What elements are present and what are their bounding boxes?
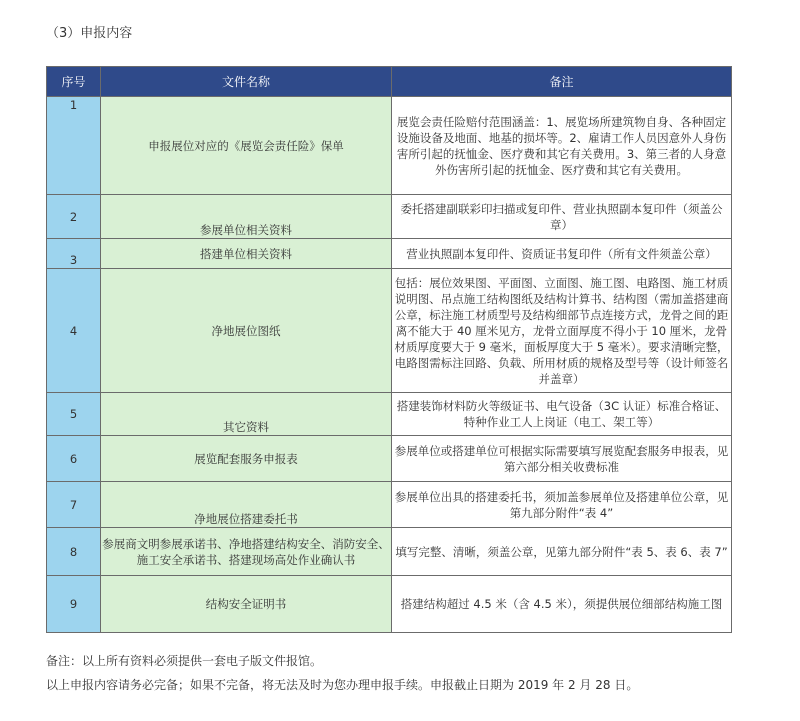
row-name: 搭建单位相关资料	[101, 239, 392, 269]
row-name: 其它资料	[101, 393, 392, 436]
row-no: 6	[47, 436, 101, 482]
table-header-row	[47, 67, 732, 97]
header-note: 备注	[392, 67, 732, 97]
row-no: 2	[47, 195, 101, 239]
row-no: 4	[47, 269, 101, 393]
row-no: 8	[47, 528, 101, 576]
application-content-table	[46, 66, 732, 633]
footer-note-2: 以上申报内容请务必完备；如果不完备，将无法及时为您办理申报手续。申报截止日期为 2019 年 2 月 28 日。	[46, 678, 639, 692]
table-row	[47, 576, 732, 633]
row-note: 参展单位或搭建单位可根据实际需要填写展览配套服务申报表，见第六部分相关收费标准	[392, 436, 732, 482]
row-note: 搭建结构超过 4.5 米（含 4.5 米），须提供展位细部结构施工图	[392, 576, 732, 633]
footer-note-1: 备注：以上所有资料必须提供一套电子版文件报馆。	[46, 654, 323, 668]
row-note: 填写完整、清晰，须盖公章，见第九部分附件“表 5、表 6、表 7”	[392, 528, 732, 576]
row-note: 包括：展位效果图、平面图、立面图、施工图、电路图、施工材质说明图、吊点施工结构图纸及结构计算书、结构图（需加盖搭建商公章，标注施工材质型号及结构细部节点连接方式，龙骨之间的距离不能大于 40 厘米见方，龙骨立面厚度不得小于 10 厘米，龙骨材质厚度要大于 9 毫米，面板厚度大于 5 毫米）。要求清晰完整，电路图需标注回路、负载、所用材质的规格及型号等（设计师签名并盖章）	[392, 269, 732, 393]
table-row	[47, 195, 732, 239]
table-row	[47, 97, 732, 195]
row-name: 展览配套服务申报表	[101, 436, 392, 482]
row-note: 参展单位出具的搭建委托书，须加盖参展单位及搭建单位公章，见第九部分附件“表 4”	[392, 482, 732, 528]
header-name: 文件名称	[101, 67, 392, 97]
table-row	[47, 528, 732, 576]
row-no: 5	[47, 393, 101, 436]
row-name: 参展商文明参展承诺书、净地搭建结构安全、消防安全、施工安全承诺书、搭建现场高处作业确认书	[101, 528, 392, 576]
row-note: 委托搭建副联彩印扫描或复印件、营业执照副本复印件（须盖公章）	[392, 195, 732, 239]
row-name: 净地展位图纸	[101, 269, 392, 393]
row-name: 结构安全证明书	[101, 576, 392, 633]
row-name: 申报展位对应的《展览会责任险》保单	[101, 97, 392, 195]
row-note: 营业执照副本复印件、资质证书复印件（所有文件须盖公章）	[392, 239, 732, 269]
row-name: 参展单位相关资料	[101, 195, 392, 239]
row-no: 7	[47, 482, 101, 528]
row-no: 9	[47, 576, 101, 633]
table-row	[47, 239, 732, 269]
table-row	[47, 269, 732, 393]
table-row	[47, 482, 732, 528]
row-note: 展览会责任险赔付范围涵盖：1、展览场所建筑物自身、各种固定设施设备及地面、地基的损坏等。2、雇请工作人员因意外人身伤害所引起的抚恤金、医疗费和其它有关费用。3、第三者的人身意外伤害所引起的抚恤金、医疗费和其它有关费用。	[392, 97, 732, 195]
table-row	[47, 436, 732, 482]
row-no: 1	[47, 97, 101, 195]
row-no: 3	[47, 239, 101, 269]
row-note: 搭建装饰材料防火等级证书、电气设备（3C 认证）标准合格证、特种作业工人上岗证（电工、架工等）	[392, 393, 732, 436]
header-no: 序号	[47, 67, 101, 97]
row-name: 净地展位搭建委托书	[101, 482, 392, 528]
section-title: （3）申报内容	[46, 26, 133, 41]
table-row	[47, 393, 732, 436]
